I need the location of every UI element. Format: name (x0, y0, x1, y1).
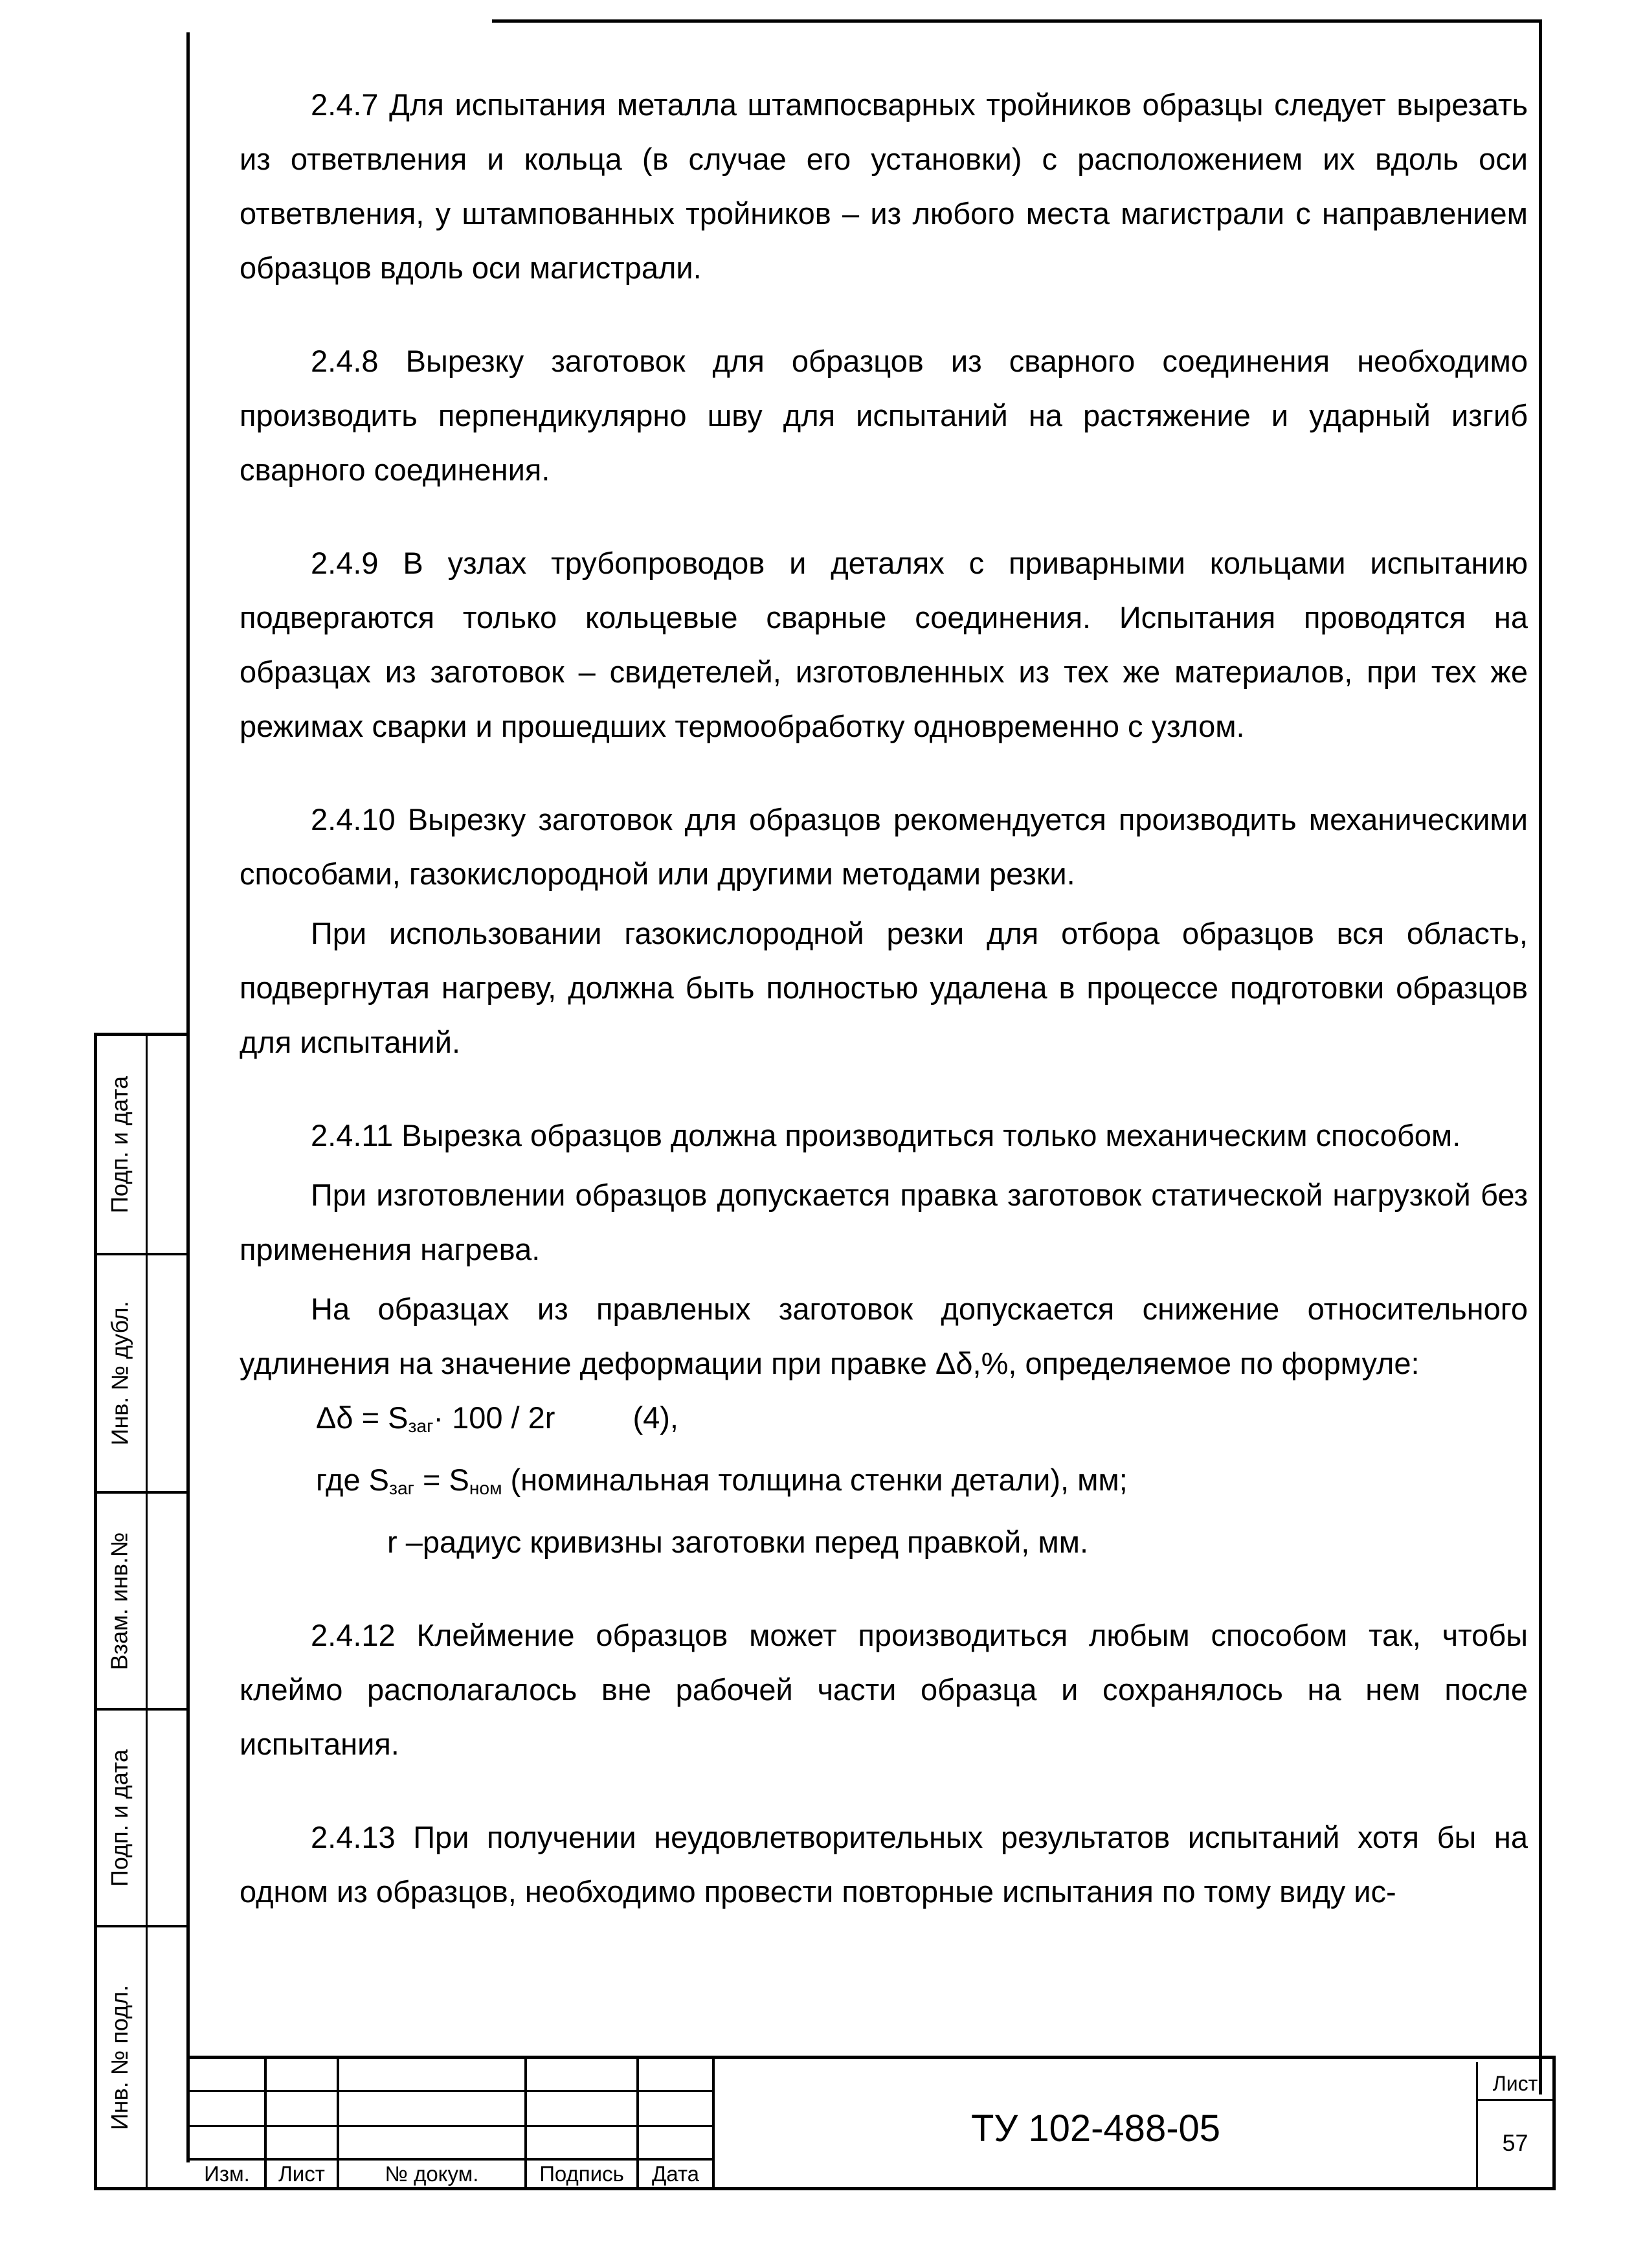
paragraph-2-4-10: 2.4.10 Вырезку заготовок для образцов рекомендуется производить механическими способами, газокислородной или другими методами резки. (240, 802, 1528, 891)
document-code: ТУ 102-488-05 (970, 2107, 1221, 2150)
stamp-vzam-inv: Взам. инв.№ (106, 1531, 133, 1670)
frame-right-line-lower (1552, 2056, 1556, 2188)
paragraph-2-4-8: 2.4.8 Вырезку заготовок для образцов из сварного соединения необходимо производить перпендикулярно шву для испытаний на растяжение и ударный изгиб сварного соединения. (240, 344, 1528, 487)
paragraph-2-4-11-straightening: При изготовлении образцов допускается правка заготовок статической нагрузкой без применения нагрева. (240, 1178, 1528, 1266)
stamp-outer-left (94, 1033, 97, 2190)
formula-number: (4), (632, 1400, 678, 1435)
formula-lhs: Δδ = S (316, 1400, 408, 1435)
paragraph-2-4-11-elongation: На образцах из правленых заготовок допускается снижение относительного удлинения на значение деформации при правке Δδ,%, определяемое по формуле: (240, 1292, 1528, 1380)
document-body (240, 78, 1528, 1958)
paragraph-2-4-9: 2.4.9 В узлах трубопроводов и деталях с приварными кольцами испытанию подвергаются только кольцевые сварные соединения. Испытания проводятся на образцах из заготовок – свидетелей, изготовленных из тех же материалов, при тех же режимах сварки и прошедших термообработку одновременно с узлом. (240, 546, 1528, 743)
paragraph-2-4-7: 2.4.7 Для испытания металла штампосварных тройников образцы следует вырезать из ответвления и кольца (в случае его установки) с расположением их вдоль оси ответвления, у штампованных тройников – из любого места магистрали с направлением образцов вдоль оси магистрали. (240, 87, 1528, 285)
tb-data-label: Дата (651, 2161, 700, 2186)
where-equals: = S (414, 1463, 469, 1497)
formula-where-line-2: r –радиус кривизны заготовки перед правкой, мм. (387, 1525, 1089, 1559)
stamp-podp-data-1: Подп. и дата (106, 1075, 133, 1213)
frame-right-line (1539, 19, 1542, 2094)
sheet-number: 57 (1502, 2129, 1528, 2156)
where-subscript-1: заг (389, 1477, 414, 1498)
frame-top-line (492, 19, 1542, 23)
paragraph-2-4-11: 2.4.11 Вырезка образцов должна производиться только механическим способом. (311, 1118, 1461, 1152)
paragraph-2-4-12: 2.4.12 Клеймение образцов может производиться любым способом так, чтобы клеймо располагалось вне рабочей части образца и сохранялось на нем после испытания. (240, 1618, 1528, 1761)
formula-rhs: · 100 / 2r (433, 1400, 555, 1435)
formula-subscript: заг (408, 1415, 434, 1436)
where-subscript-2: ном (469, 1477, 502, 1498)
stamp-inv-dubl: Инв. № дубл. (106, 1301, 133, 1446)
paragraph-2-4-13: 2.4.13 При получении неудовлетворительных результатов испытаний хотя бы на одном из образцов, необходимо провести повторные испытания по тому виду ис- (240, 1820, 1528, 1909)
formula-4 (240, 1391, 1528, 1453)
tb-top-line (186, 2056, 1556, 2059)
sheet-caption: Лист (1492, 2071, 1538, 2095)
tb-izm-label: Изм. (204, 2161, 250, 2186)
where-rest: (номинальная толщина стенки детали), мм; (502, 1463, 1128, 1497)
tb-col-5 (712, 2056, 715, 2188)
where-prefix: где S (316, 1463, 390, 1497)
frame-left-line (186, 32, 190, 2162)
tb-ndokum-label: № докум. (385, 2161, 479, 2186)
stamp-inner-line (146, 1033, 148, 2190)
tb-list-label: Лист (278, 2161, 325, 2186)
formula-where-line-1 (240, 1453, 1528, 1515)
paragraph-2-4-10-continued: При использовании газокислородной резки для отбора образцов вся область, подвергнутая нагреву, должна быть полностью удалена в процессе подготовки образцов для испытаний. (240, 916, 1528, 1059)
stamp-podp-data-2: Подп. и дата (106, 1749, 133, 1887)
stamp-inv-podl: Инв. № подл. (106, 1984, 133, 2130)
tb-podpis-label: Подпись (539, 2161, 624, 2186)
